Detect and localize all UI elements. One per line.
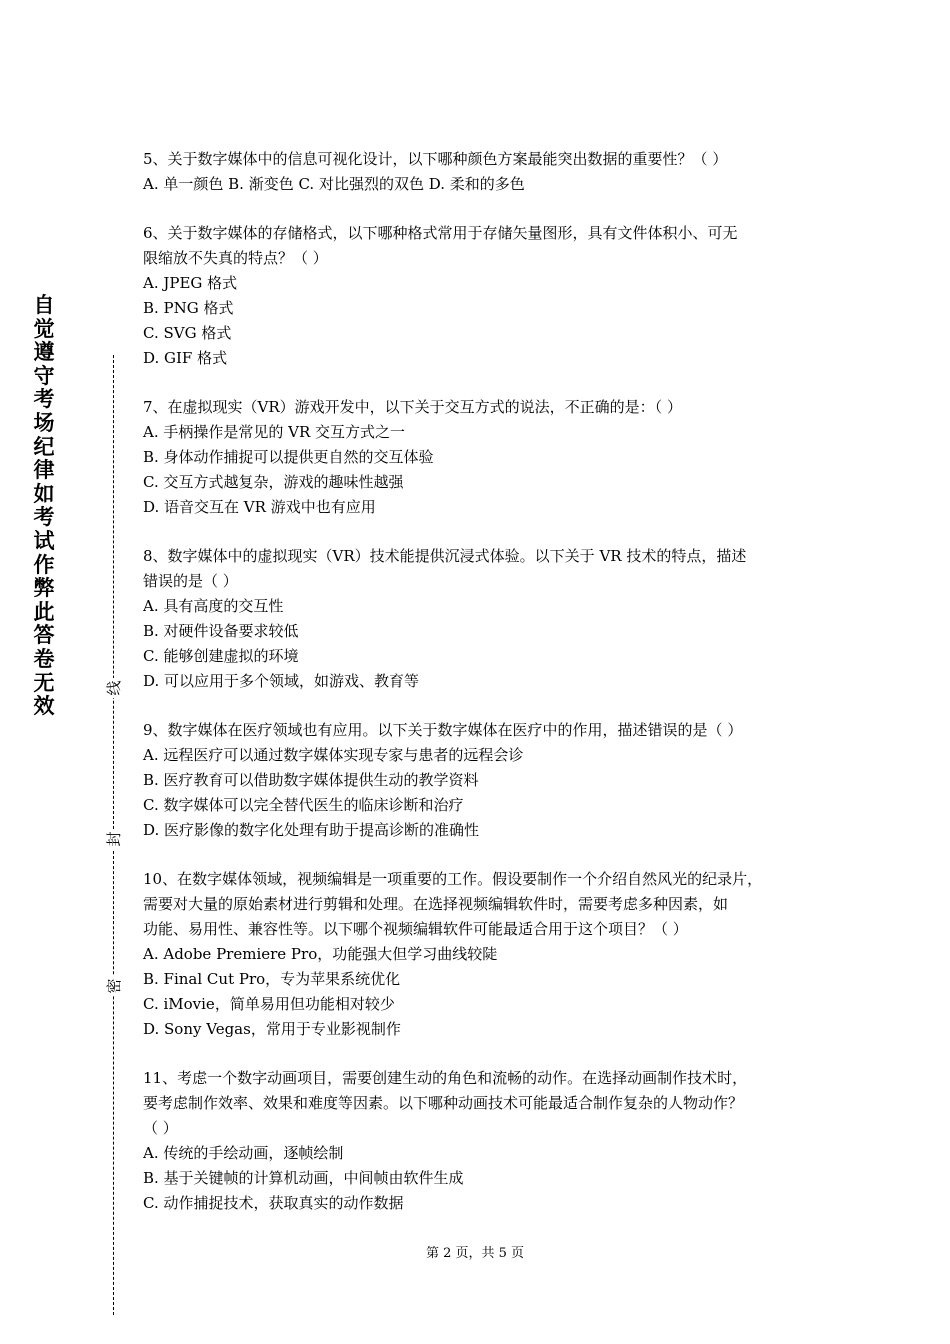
question-stem: 错误的是（ ） — [143, 572, 238, 590]
option-c: C. SVG 格式 — [143, 324, 232, 342]
question-stem: 6、关于数字媒体的存储格式，以下哪种格式常用于存储矢量图形，具有文件体积小、可无 — [143, 224, 738, 242]
question-10 — [143, 867, 823, 1042]
option-a: A. JPEG 格式 — [143, 274, 238, 292]
binding-mark-line: 线 — [103, 678, 125, 698]
option-b: B. 基于关键帧的计算机动画，中间帧由软件生成 — [143, 1169, 464, 1187]
option-a: A. 传统的手绘动画，逐帧绘制 — [143, 1144, 344, 1162]
option-a: A. 具有高度的交互性 — [143, 597, 284, 615]
question-11 — [143, 1066, 823, 1216]
option-d: D. 语音交互在 VR 游戏中也有应用 — [143, 498, 376, 516]
binding-mark-seal: 封 — [103, 829, 125, 849]
question-stem: 7、在虚拟现实（VR）游戏开发中，以下关于交互方式的说法，不正确的是：（ ） — [143, 398, 682, 416]
option-a: A. 手柄操作是常见的 VR 交互方式之一 — [143, 423, 406, 441]
question-stem: 11、考虑一个数字动画项目，需要创建生动的角色和流畅的动作。在选择动画制作技术时， — [143, 1069, 748, 1087]
exam-discipline-notice: 自觉遵守考场纪律如考试作弊此答卷无效 — [33, 293, 55, 719]
question-6 — [143, 221, 823, 371]
option-c: C. iMovie，简单易用但功能相对较少 — [143, 995, 395, 1013]
question-7 — [143, 395, 823, 520]
question-stem: 限缩放不失真的特点？（ ） — [143, 249, 328, 267]
binding-mark-secret: 密 — [103, 976, 125, 996]
question-stem: 需要对大量的原始素材进行剪辑和处理。在选择视频编辑软件时，需要考虑多种因素，如 — [143, 895, 729, 913]
option-c: C. 数字媒体可以完全替代医生的临床诊断和治疗 — [143, 796, 464, 814]
option-d: D. 可以应用于多个领域，如游戏、教育等 — [143, 672, 420, 690]
question-list — [143, 147, 823, 1240]
option-d: D. GIF 格式 — [143, 349, 228, 367]
question-9 — [143, 718, 823, 843]
question-stem: 10、在数字媒体领域，视频编辑是一项重要的工作。假设要制作一个介绍自然风光的纪录片， — [143, 870, 763, 888]
option-d: D. Sony Vegas，常用于专业影视制作 — [143, 1020, 401, 1038]
option-line: A. 单一颜色 B. 渐变色 C. 对比强烈的双色 D. 柔和的多色 — [143, 175, 525, 193]
option-b: B. Final Cut Pro，专为苹果系统优化 — [143, 970, 401, 988]
question-stem: （ ） — [143, 1119, 178, 1137]
question-stem: 5、关于数字媒体中的信息可视化设计，以下哪种颜色方案最能突出数据的重要性？（ ） — [143, 150, 728, 168]
option-b: B. PNG 格式 — [143, 299, 234, 317]
option-c: C. 能够创建虚拟的环境 — [143, 647, 299, 665]
option-b: B. 医疗教育可以借助数字媒体提供生动的教学资料 — [143, 771, 479, 789]
option-a: A. 远程医疗可以通过数字媒体实现专家与患者的远程会诊 — [143, 746, 524, 764]
question-stem: 要考虑制作效率、效果和难度等因素。以下哪种动画技术可能最适合制作复杂的人物动作？ — [143, 1094, 744, 1112]
question-stem: 8、数字媒体中的虚拟现实（VR）技术能提供沉浸式体验。以下关于 VR 技术的特点，描述 — [143, 547, 747, 565]
option-c: C. 交互方式越复杂，游戏的趣味性越强 — [143, 473, 404, 491]
question-stem: 9、数字媒体在医疗领域也有应用。以下关于数字媒体在医疗中的作用，描述错误的是（ ） — [143, 721, 743, 739]
option-d: D. 医疗影像的数字化处理有助于提高诊断的准确性 — [143, 821, 480, 839]
option-a: A. Adobe Premiere Pro，功能强大但学习曲线较陡 — [143, 945, 498, 963]
option-c: C. 动作捕捉技术，获取真实的动作数据 — [143, 1194, 404, 1212]
question-5 — [143, 147, 823, 197]
option-b: B. 对硬件设备要求较低 — [143, 622, 299, 640]
question-8 — [143, 544, 823, 694]
page-number: 第 2 页，共 5 页 — [425, 1246, 525, 1261]
question-stem: 功能、易用性、兼容性等。以下哪个视频编辑软件可能最适合用于这个项目？（ ） — [143, 920, 688, 938]
option-b: B. 身体动作捕捉可以提供更自然的交互体验 — [143, 448, 434, 466]
